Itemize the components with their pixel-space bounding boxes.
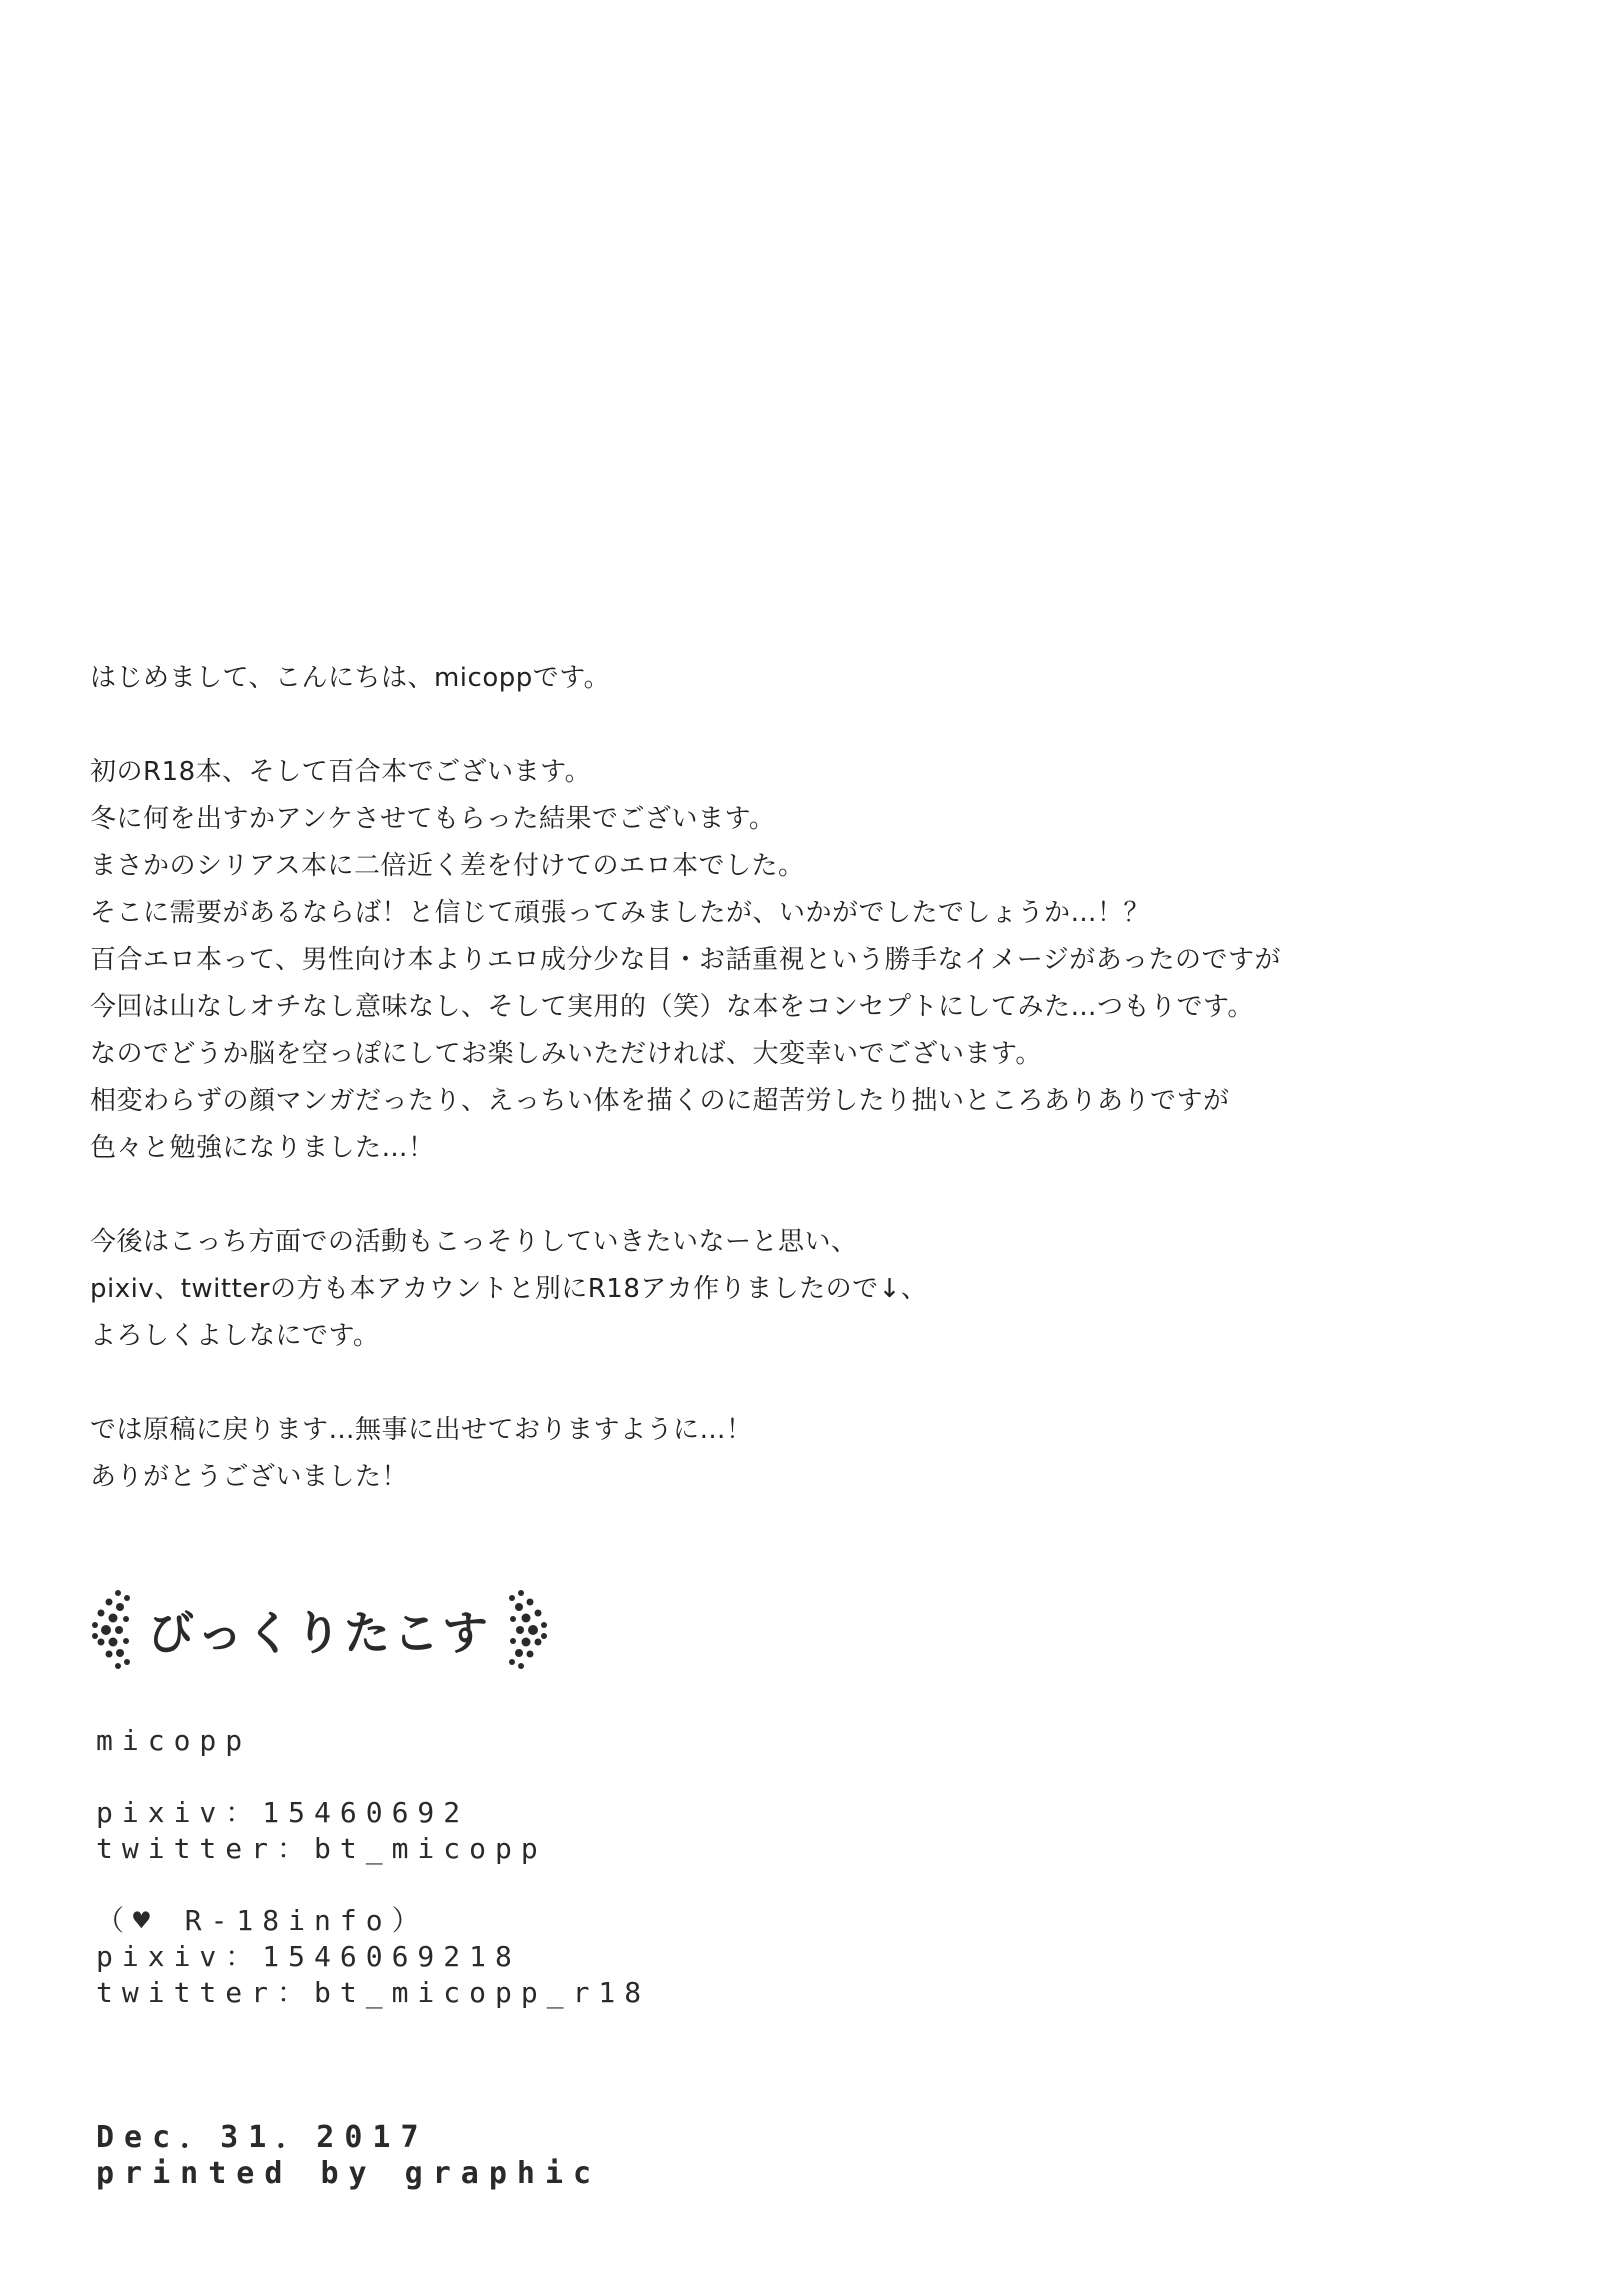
account-block xyxy=(96,1795,650,1867)
author-name: micopp xyxy=(96,1724,252,1757)
publication-date: Dec．31．2017 xyxy=(96,2120,429,2155)
r18-pixiv-id: pixiv：1546069218 xyxy=(96,1940,521,1973)
r18-twitter-id: twitter：bt_micopp_r18 xyxy=(96,1976,651,2009)
text-line: 百合エロ本って、男性向け本よりエロ成分少な目・お話重視という勝手なイメージがあったのですが xyxy=(90,945,1281,975)
text-line: まさかのシリアス本に二倍近く差を付けてのエロ本でした。 xyxy=(90,851,805,881)
afterword-paragraph xyxy=(90,749,1510,1172)
text-line: 冬に何を出すかアンケさせてもらった結果でございます。 xyxy=(90,804,776,834)
circle-name-logo xyxy=(88,1582,551,1677)
author-block xyxy=(96,1723,650,1759)
colophon xyxy=(96,2120,601,2192)
r18-account-block xyxy=(96,1903,650,2011)
text-line: pixiv、twitterの方も本アカウントと別にR18アカ作りましたので↓、 xyxy=(90,1274,928,1304)
printer-credit: printed by graphic xyxy=(96,2156,602,2191)
r18-info-header: （♥ R-18info） xyxy=(96,1904,429,1937)
circle-name: びっくりたこす xyxy=(148,1605,491,1660)
text-line: はじめまして、こんにちは、micoppです。 xyxy=(90,663,611,693)
text-line: 初のR18本、そして百合本でございます。 xyxy=(90,757,592,787)
text-line: 今回は山なしオチなし意味なし、そして実用的（笑）な本をコンセプトにしてみた…つもりです。 xyxy=(90,992,1254,1022)
afterword-paragraph xyxy=(90,1407,1510,1501)
dotted-bracket-icon xyxy=(505,1587,551,1673)
text-line: 色々と勉強になりました…！ xyxy=(90,1133,435,1163)
author-info xyxy=(96,1723,650,2011)
text-line: そこに需要があるならば！と信じて頑張ってみましたが、いかがでしたでしょうか…！？ xyxy=(90,898,1151,928)
text-line: 相変わらずの顔マンガだったり、えっちい体を描くのに超苦労したり拙いところありありですが xyxy=(90,1086,1230,1116)
pixiv-id: pixiv：15460692 xyxy=(96,1796,470,1829)
text-line: よろしくよしなにです。 xyxy=(90,1321,380,1351)
dotted-bracket-icon xyxy=(88,1587,134,1673)
afterword-paragraph xyxy=(90,655,1510,702)
text-line: では原稿に戻ります…無事に出せておりますように…！ xyxy=(90,1415,753,1445)
afterword-text xyxy=(90,655,1510,1501)
twitter-id: twitter：bt_micopp xyxy=(96,1832,547,1865)
text-line: 今後はこっち方面での活動もこっそりしていきたいなーと思い、 xyxy=(90,1227,858,1257)
text-line: ありがとうございました！ xyxy=(90,1462,409,1492)
text-line: なのでどうか脳を空っぽにしてお楽しみいただければ、大変幸いでございます。 xyxy=(90,1039,1042,1069)
afterword-paragraph xyxy=(90,1219,1510,1360)
